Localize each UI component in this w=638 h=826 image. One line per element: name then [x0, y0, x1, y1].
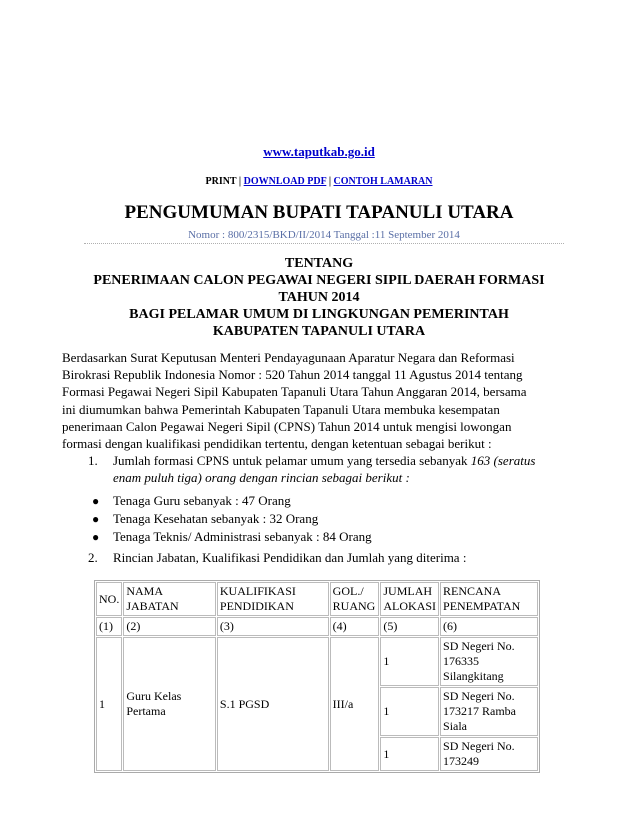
separator: | [238, 176, 242, 187]
penempatan-cell: SD Negeri No. 176335 Silangkitang [440, 637, 538, 686]
column-number-cell: (4) [330, 617, 380, 636]
jumlah-cell: 1 [380, 687, 439, 736]
penempatan-cell: SD Negeri No. 173249 [440, 737, 538, 771]
column-number-cell: (5) [380, 617, 439, 636]
list-item [0, 492, 638, 510]
item-number: 1. [88, 453, 98, 468]
header-cell: NAMA JABATAN [123, 582, 216, 616]
intro-paragraph: Berdasarkan Surat Keputusan Menteri Pendayagunaan Aparatur Negara dan Reformasi Birokrasi Republik Indonesia Nomor : 520 Tahun 2014 tanggal 11 Agustus 2014 tentang Formasi Pegawai Negeri Sipil Kabupaten Tapanuli Utara Tahun Anggaran 2014, bersama ini diumumkan bahwa Pemerintah Kabupaten Tapanuli Utara membuka kesempatan penerimaan Calon Pegawai Negeri Sipil (CPNS) Tahun 2014 untuk mengisi lowongan formasi dengan kualifikasi pendidikan tertentu, dengan ketentuan sebagai berikut : [62, 350, 527, 452]
item-text: Rincian Jabatan, Kualifikasi Pendidikan dan Jumlah yang diterima : [113, 550, 467, 565]
position-table [94, 580, 540, 773]
document-number: Nomor : 800/2315/BKD/II/2014 Tanggal :11 September 2014 [188, 229, 460, 241]
column-number-cell: (2) [123, 617, 216, 636]
jumlah-cell: 1 [380, 737, 439, 771]
item-text-emphasis: 163 (seratus enam puluh tiga) orang dengan rincian sebagai berikut : [113, 453, 536, 485]
download-pdf-link[interactable]: DOWNLOAD PDF [243, 176, 327, 187]
divider [84, 243, 564, 244]
heading-line: PENERIMAAN CALON PEGAWAI NEGERI SIPIL DAERAH FORMASI [93, 273, 545, 288]
header-cell: JUMLAH ALOKASI [380, 582, 439, 616]
print-toolbar [0, 176, 638, 187]
column-number-cell: (3) [217, 617, 329, 636]
nama-jabatan-cell: Guru Kelas Pertama [123, 637, 216, 771]
separator: | [328, 176, 332, 187]
item-text [113, 452, 553, 486]
contoh-lamaran-link[interactable]: CONTOH LAMARAN [333, 176, 433, 187]
column-number-cell: (1) [96, 617, 122, 636]
table-column-number-row [96, 617, 538, 636]
bullet-icon: ● [92, 512, 100, 526]
bullet-icon: ● [92, 494, 100, 508]
heading-line: BAGI PELAMAR UMUM DI LINGKUNGAN PEMERINTAH [129, 307, 509, 322]
bullet-text: Tenaga Teknis/ Administrasi sebanyak : 84 Orang [113, 529, 372, 544]
bullet-text: Tenaga Kesehatan sebanyak : 32 Orang [113, 511, 319, 526]
header-cell: GOL./ RUANG [330, 582, 380, 616]
heading-line: KABUPATEN TAPANULI UTARA [212, 324, 426, 339]
bullet-icon: ● [92, 530, 100, 544]
no-cell: 1 [96, 637, 122, 771]
gol-ruang-cell: III/a [330, 637, 380, 771]
item-number: 2. [88, 550, 98, 565]
penempatan-cell: SD Negeri No. 173217 Ramba Siala [440, 687, 538, 736]
header-cell: KUALIFIKASI PENDIDIKAN [217, 582, 329, 616]
bullet-text: Tenaga Guru sebanyak : 47 Orang [113, 493, 291, 508]
print-link[interactable]: PRINT [205, 176, 237, 187]
jumlah-cell: 1 [380, 637, 439, 686]
site-link[interactable]: www.taputkab.go.id [263, 144, 375, 159]
heading-line: TAHUN 2014 [278, 290, 360, 305]
page-title: PENGUMUMAN BUPATI TAPANULI UTARA [124, 202, 514, 223]
kualifikasi-cell: S.1 PGSD [217, 637, 329, 771]
item-text-plain: Jumlah formasi CPNS untuk pelamar umum yang tersedia sebanyak [113, 453, 471, 468]
table-row [96, 637, 538, 686]
header-cell: RENCANA PENEMPATAN [440, 582, 538, 616]
list-item [0, 528, 638, 546]
table-header-row [96, 582, 538, 616]
heading-line: TENTANG [284, 256, 354, 271]
announcement-headings [0, 255, 638, 340]
column-number-cell: (6) [440, 617, 538, 636]
header-cell: NO. [96, 582, 122, 616]
list-item [0, 510, 638, 528]
